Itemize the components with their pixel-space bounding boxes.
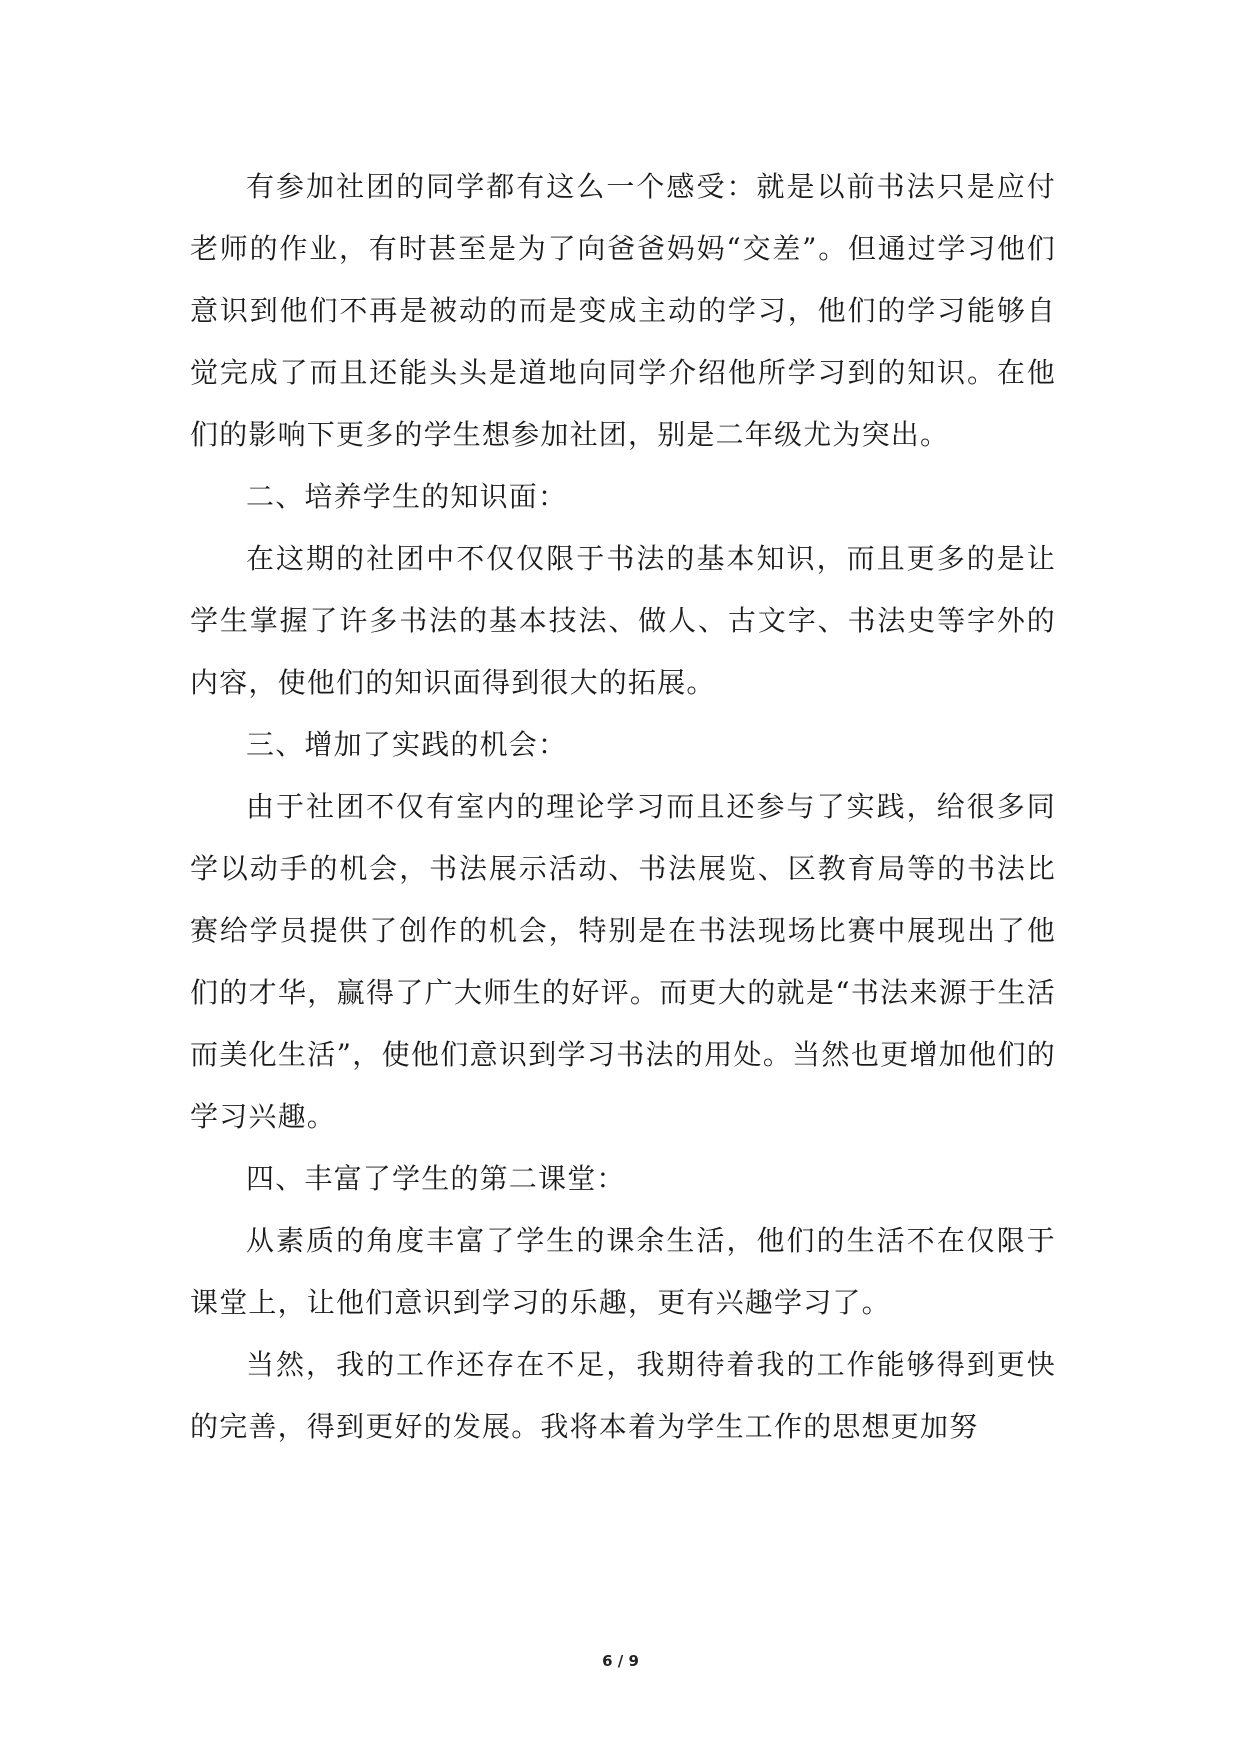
- paragraph-conclusion: 当然，我的工作还存在不足，我期待着我的工作能够得到更快的完善，得到更好的发展。我将本着为学生工作的思想更加努: [190, 1348, 1056, 1443]
- page-number: 6 / 9: [602, 1652, 639, 1670]
- paragraph-practice: 由于社团不仅有室内的理论学习而且还参与了实践，给很多同学以动手的机会，书法展示活动、书法展览、区教育局等的书法比赛给学员提供了创作的机会，特别是在书法现场比赛中展现出了他们的才华，赢得了广大师生的好评。而更大的就是“书法来源于生活而美化生活”，使他们意识到学习书法的用处。当然也更增加他们的学习兴趣。: [190, 790, 1056, 1133]
- heading-section-4: 四、丰富了学生的第二课堂：: [246, 1162, 626, 1195]
- paragraph-feelings: 有参加社团的同学都有这么一个感受：就是以前书法只是应付老师的作业，有时甚至是为了向爸爸妈妈“交差”。但通过学习他们意识到他们不再是被动的而是变成主动的学习，他们的学习能够自觉完成了而且还能头头是道地向同学介绍他所学习到的知识。在他们的影响下更多的学生想参加社团，别是二年级尤为突出。: [190, 170, 1056, 451]
- heading-section-2: 二、培养学生的知识面：: [246, 480, 568, 513]
- paragraph-second-classroom: 从素质的角度丰富了学生的课余生活，他们的生活不在仅限于课堂上，让他们意识到学习的乐趣，更有兴趣学习了。: [190, 1224, 1056, 1319]
- heading-section-3: 三、增加了实践的机会：: [246, 728, 568, 761]
- document-body: [190, 156, 1056, 1458]
- paragraph-knowledge: 在这期的社团中不仅仅限于书法的基本知识，而且更多的是让学生掌握了许多书法的基本技法、做人、古文字、书法史等字外的内容，使他们的知识面得到很大的拓展。: [190, 542, 1056, 699]
